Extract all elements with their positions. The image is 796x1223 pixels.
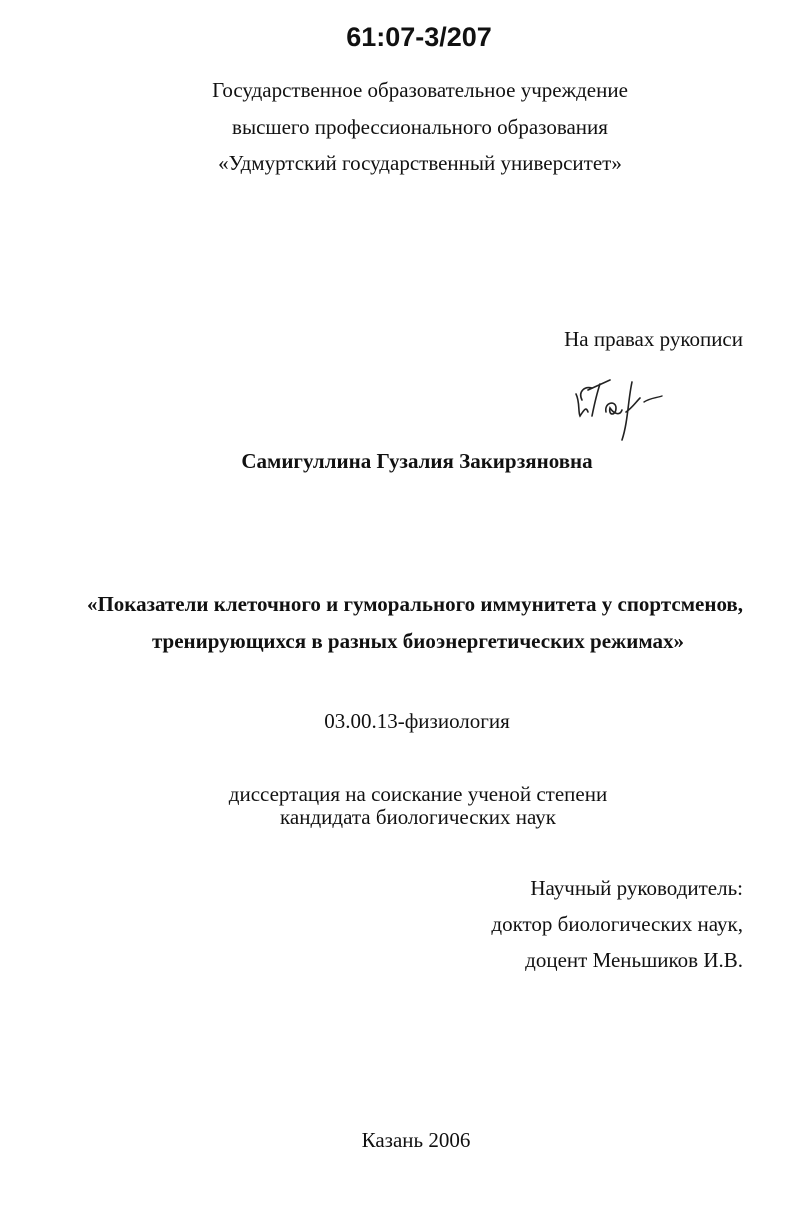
degree-line-2: кандидата биологических наук xyxy=(280,805,556,829)
dissertation-title-line-2: тренирующихся в разных биоэнергетических режимах» xyxy=(151,629,685,653)
supervisor-rank: доктор биологических наук, xyxy=(491,912,743,936)
author-name: Самигуллина Гузалия Закирзяновна xyxy=(241,449,593,473)
institution-line-2: высшего профессионального образования xyxy=(232,115,608,139)
place-and-year: Казань 2006 xyxy=(361,1128,471,1152)
dissertation-title-line-1: «Показатели клеточного и гуморального иммунитета у спортсменов, xyxy=(86,592,744,616)
supervisor-label: Научный руководитель: xyxy=(530,876,743,900)
handwritten-signature xyxy=(570,372,680,447)
archive-stamp-number: 61:07-3/207 xyxy=(346,22,492,52)
specialty-code: 03.00.13-физиология xyxy=(324,709,510,733)
institution-line-3: «Удмуртский государственный университет» xyxy=(218,151,622,175)
supervisor-name: доцент Меньшиков И.В. xyxy=(525,948,743,972)
institution-line-1: Государственное образовательное учреждение xyxy=(212,78,628,102)
manuscript-note: На правах рукописи xyxy=(564,327,743,351)
degree-line-1: диссертация на соискание ученой степени xyxy=(228,782,608,806)
